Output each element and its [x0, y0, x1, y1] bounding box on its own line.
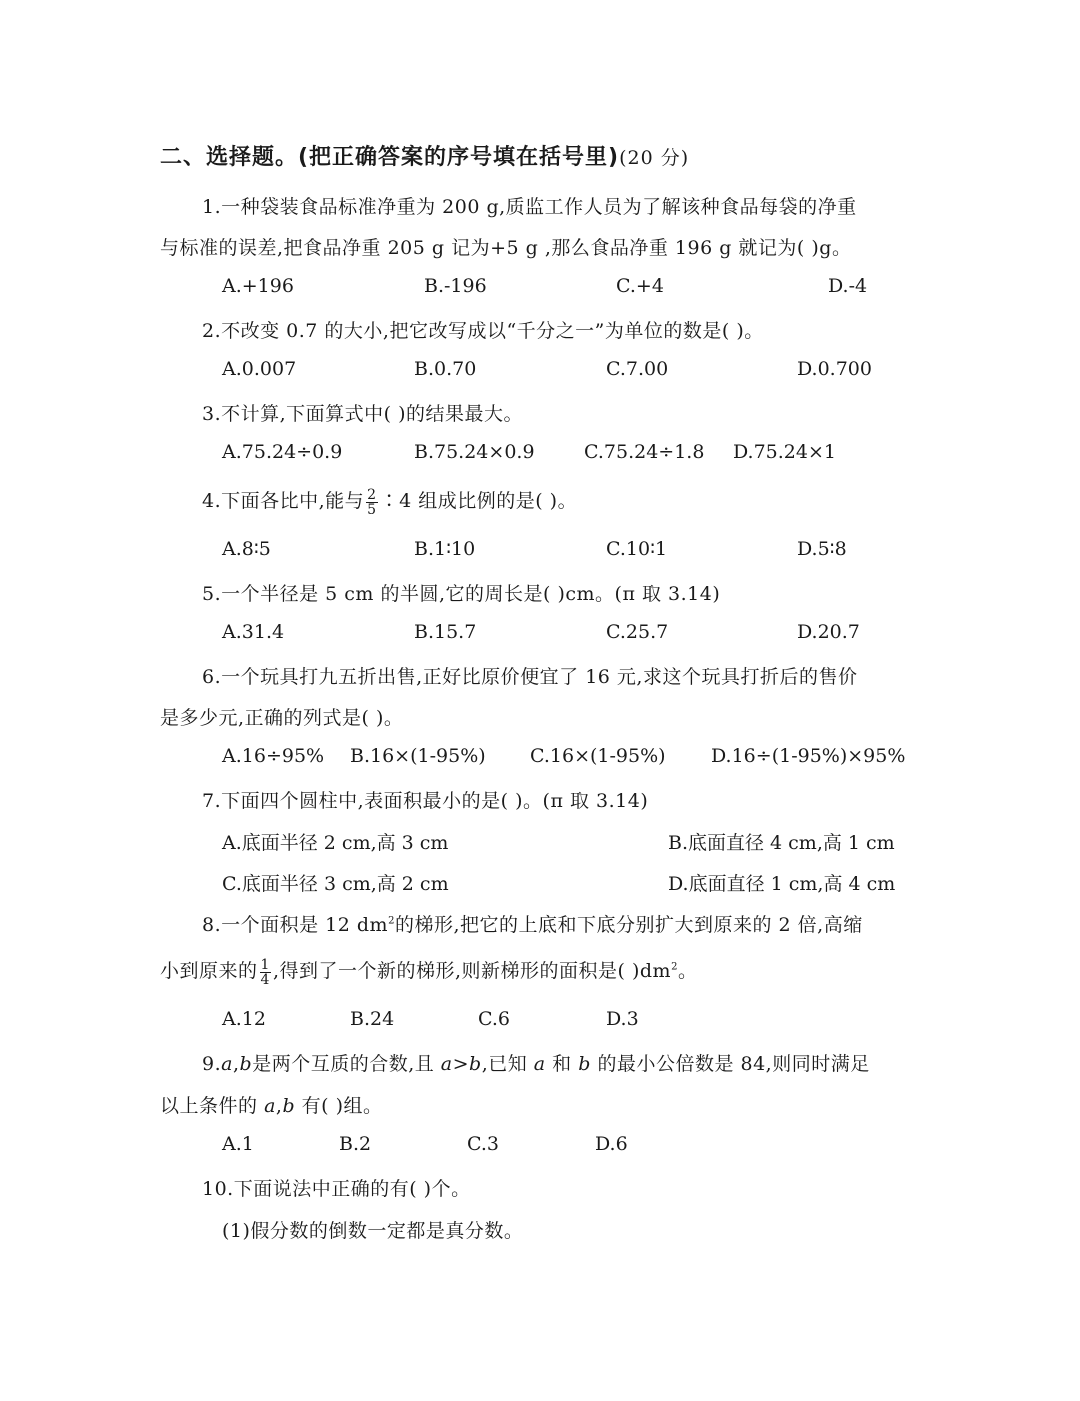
question-6-line-1: 6.一个玩具打九五折出售,正好比原价便宜了 16 元,求这个玩具打折后的售价: [202, 666, 858, 688]
question-8-text2-mid: ,得到了一个新的梯形,则新梯形的面积是( )dm: [272, 960, 672, 982]
question-8-text-pre: 8.一个面积是 12 dm: [202, 914, 389, 936]
question-9-text-e: 的最小公倍数是 84,则同时满足: [597, 1053, 870, 1075]
question-9-line-1: [202, 1049, 870, 1076]
question-5-option-b: B.15.7: [414, 621, 477, 643]
comma: ,: [275, 1095, 283, 1117]
section-points: (20 分): [619, 147, 690, 169]
fraction-two-fifths: [366, 488, 377, 517]
variable-b: b: [282, 1095, 296, 1117]
question-9-text2-a: 以上条件的: [160, 1095, 258, 1117]
question-7-line-1: 7.下面四个圆柱中,表面积最小的是( )。(π 取 3.14): [202, 790, 649, 812]
question-8-text2-pre: 小到原来的: [160, 960, 258, 982]
question-9-option-c: C.3: [467, 1133, 499, 1155]
question-7-option-d: D.底面直径 1 cm,高 4 cm: [668, 873, 896, 895]
question-9-text-b: 是两个互质的合数,且: [252, 1053, 435, 1075]
section-title: 二、选择题。(把正确答案的序号填在括号里): [160, 145, 620, 170]
question-1-option-d: D.-4: [828, 275, 868, 297]
superscript-2: 2: [671, 961, 678, 973]
question-7-option-a: A.底面半径 2 cm,高 3 cm: [222, 832, 449, 854]
superscript-2: 2: [388, 915, 395, 927]
fraction-numerator: 1: [260, 956, 270, 973]
question-8-option-c: C.6: [478, 1008, 510, 1030]
question-1-option-a: A.+196: [222, 275, 294, 297]
question-3-line-1: 3.不计算,下面算式中( )的结果最大。: [202, 403, 524, 425]
variable-b: b: [239, 1053, 253, 1075]
question-2-option-d: D.0.700: [797, 358, 872, 380]
question-8-text-post: 的梯形,把它的上底和下底分别扩大到原来的 2 倍,高缩: [394, 914, 863, 936]
question-2-option-c: C.7.00: [606, 358, 669, 380]
fraction-one-quarter: [260, 958, 271, 987]
question-8-option-a: A.12: [222, 1008, 266, 1030]
question-9-text-d: 和: [552, 1053, 572, 1075]
question-2-line-1: 2.不改变 0.7 的大小,把它改写成以“千分之一”为单位的数是( )。: [202, 320, 764, 342]
question-7-option-b: B.底面直径 4 cm,高 1 cm: [668, 832, 895, 854]
condition-a-gt-b: a>b: [440, 1053, 482, 1075]
variable-a: a: [221, 1053, 233, 1075]
question-8-text2-post: 。: [677, 960, 698, 982]
question-9-option-b: B.2: [339, 1133, 372, 1155]
question-4-line-1: [202, 486, 577, 517]
section-heading: [160, 140, 689, 171]
fraction-denominator: 4: [260, 971, 270, 988]
variable-a: a: [533, 1053, 546, 1075]
question-8-line-1: [202, 910, 863, 937]
question-3-option-c: C.75.24÷1.8: [584, 441, 705, 463]
question-6-option-a: A.16÷95%: [222, 745, 325, 767]
variable-b: b: [578, 1053, 591, 1075]
question-9-option-a: A.1: [222, 1133, 254, 1155]
question-3-option-a: A.75.24÷0.9: [222, 441, 343, 463]
question-8-line-2: [160, 956, 697, 987]
variable-a: a: [264, 1095, 276, 1117]
question-5-option-d: D.20.7: [797, 621, 860, 643]
question-4-text-post: ∶4 组成比例的是( )。: [379, 490, 578, 512]
question-9-text2-b: 有( )组。: [301, 1095, 383, 1117]
question-5-option-c: C.25.7: [606, 621, 669, 643]
fraction-denominator: 5: [367, 501, 377, 518]
question-1-option-c: C.+4: [616, 275, 664, 297]
question-9-line-2: [160, 1091, 383, 1118]
question-4-text-pre: 4.下面各比中,能与: [202, 490, 365, 512]
question-10-statement-1: (1)假分数的倒数一定都是真分数。: [222, 1220, 524, 1242]
question-3-option-d: D.75.24×1: [733, 441, 836, 463]
comma: ,: [232, 1053, 240, 1075]
question-1-line-2: 与标准的误差,把食品净重 205 g 记为+5 g ,那么食品净重 196 g 就记为( )g。: [160, 237, 852, 259]
question-4-option-a: A.8∶5: [222, 538, 271, 560]
question-6-option-b: B.16×(1-95%): [350, 745, 486, 767]
fraction-numerator: 2: [367, 486, 377, 503]
question-9-text-c: ,已知: [481, 1053, 528, 1075]
question-1-line-1: 1.一种袋装食品标准净重为 200 g,质监工作人员为了解该种食品每袋的净重: [202, 196, 857, 218]
question-4-option-d: D.5∶8: [797, 538, 847, 560]
question-8-option-b: B.24: [350, 1008, 395, 1030]
question-6-option-c: C.16×(1-95%): [530, 745, 666, 767]
question-2-option-b: B.0.70: [414, 358, 477, 380]
question-5-option-a: A.31.4: [222, 621, 285, 643]
question-8-option-d: D.3: [606, 1008, 639, 1030]
question-4-option-b: B.1∶10: [414, 538, 476, 560]
question-9-option-d: D.6: [595, 1133, 628, 1155]
question-5-line-1: 5.一个半径是 5 cm 的半圆,它的周长是( )cm。(π 取 3.14): [202, 583, 721, 605]
question-6-line-2: 是多少元,正确的列式是( )。: [160, 707, 404, 729]
question-10-line-1: 10.下面说法中正确的有( )个。: [202, 1178, 471, 1200]
question-9-number: 9.: [202, 1053, 222, 1075]
question-6-option-d: D.16÷(1-95%)×95%: [711, 745, 906, 767]
question-4-option-c: C.10∶1: [606, 538, 668, 560]
question-7-option-c: C.底面半径 3 cm,高 2 cm: [222, 873, 449, 895]
question-3-option-b: B.75.24×0.9: [414, 441, 535, 463]
question-2-option-a: A.0.007: [222, 358, 297, 380]
question-1-option-b: B.-196: [424, 275, 487, 297]
